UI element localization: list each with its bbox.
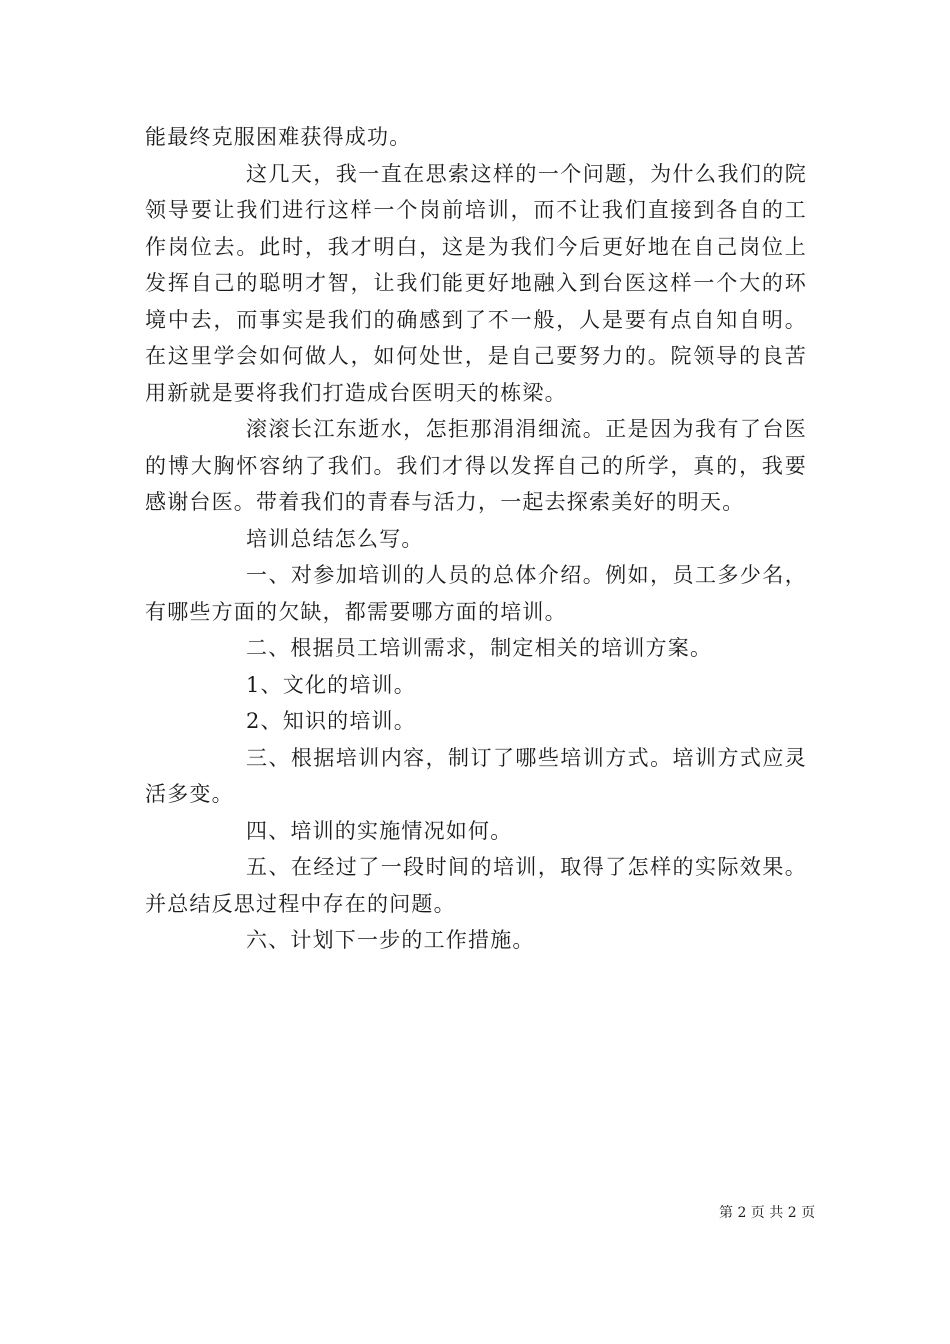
paragraph: 1、文化的培训。: [246, 672, 416, 697]
paragraph: 能最终克服困难获得成功。: [145, 125, 412, 149]
paragraph: 一、对参加培训的人员的总体介绍。例如，员工多少名，有哪些方面的欠缺，都需要哪方面的培训。: [145, 563, 807, 624]
paragraph: 滚滚长江东逝水，怎拒那涓涓细流。正是因为我有了台医的博大胸怀容纳了我们。我们才得以发挥自己的所学，真的，我要感谢台医。带着我们的青春与活力，一起去探索美好的明天。: [145, 417, 807, 514]
document-body: [145, 119, 807, 959]
paragraph: 六、计划下一步的工作措施。: [246, 928, 535, 952]
paragraph: 培训总结怎么写。: [246, 526, 424, 551]
page-number-footer: 第 2 页 共 2 页: [719, 1205, 816, 1221]
paragraph: 三、根据培训内容，制订了哪些培训方式。培训方式应灵活多变。: [145, 745, 807, 806]
paragraph: 2、知识的培训。: [246, 709, 416, 733]
paragraph: 四、培训的实施情况如何。: [246, 818, 513, 843]
paragraph: 五、在经过了一段时间的培训，取得了怎样的实际效果。并总结反思过程中存在的问题。: [145, 855, 807, 916]
paragraph: 这几天，我一直在思索这样的一个问题，为什么我们的院领导要让我们进行这样一个岗前培训，而不让我们直接到各自的工作岗位去。此时，我才明白，这是为我们今后更好地在自己岗位上发挥自己的聪明才智，让我们能更好地融入到台医这样一个大的环境中去，而事实是我们的确感到了不一般，人是要有点自知自明。在这里学会如何做人，如何处世，是自己要努力的。院领导的良苦用新就是要将我们打造成台医明天的栋梁。: [145, 161, 807, 405]
paragraph: 二、根据员工培训需求，制定相关的培训方案。: [246, 636, 713, 660]
